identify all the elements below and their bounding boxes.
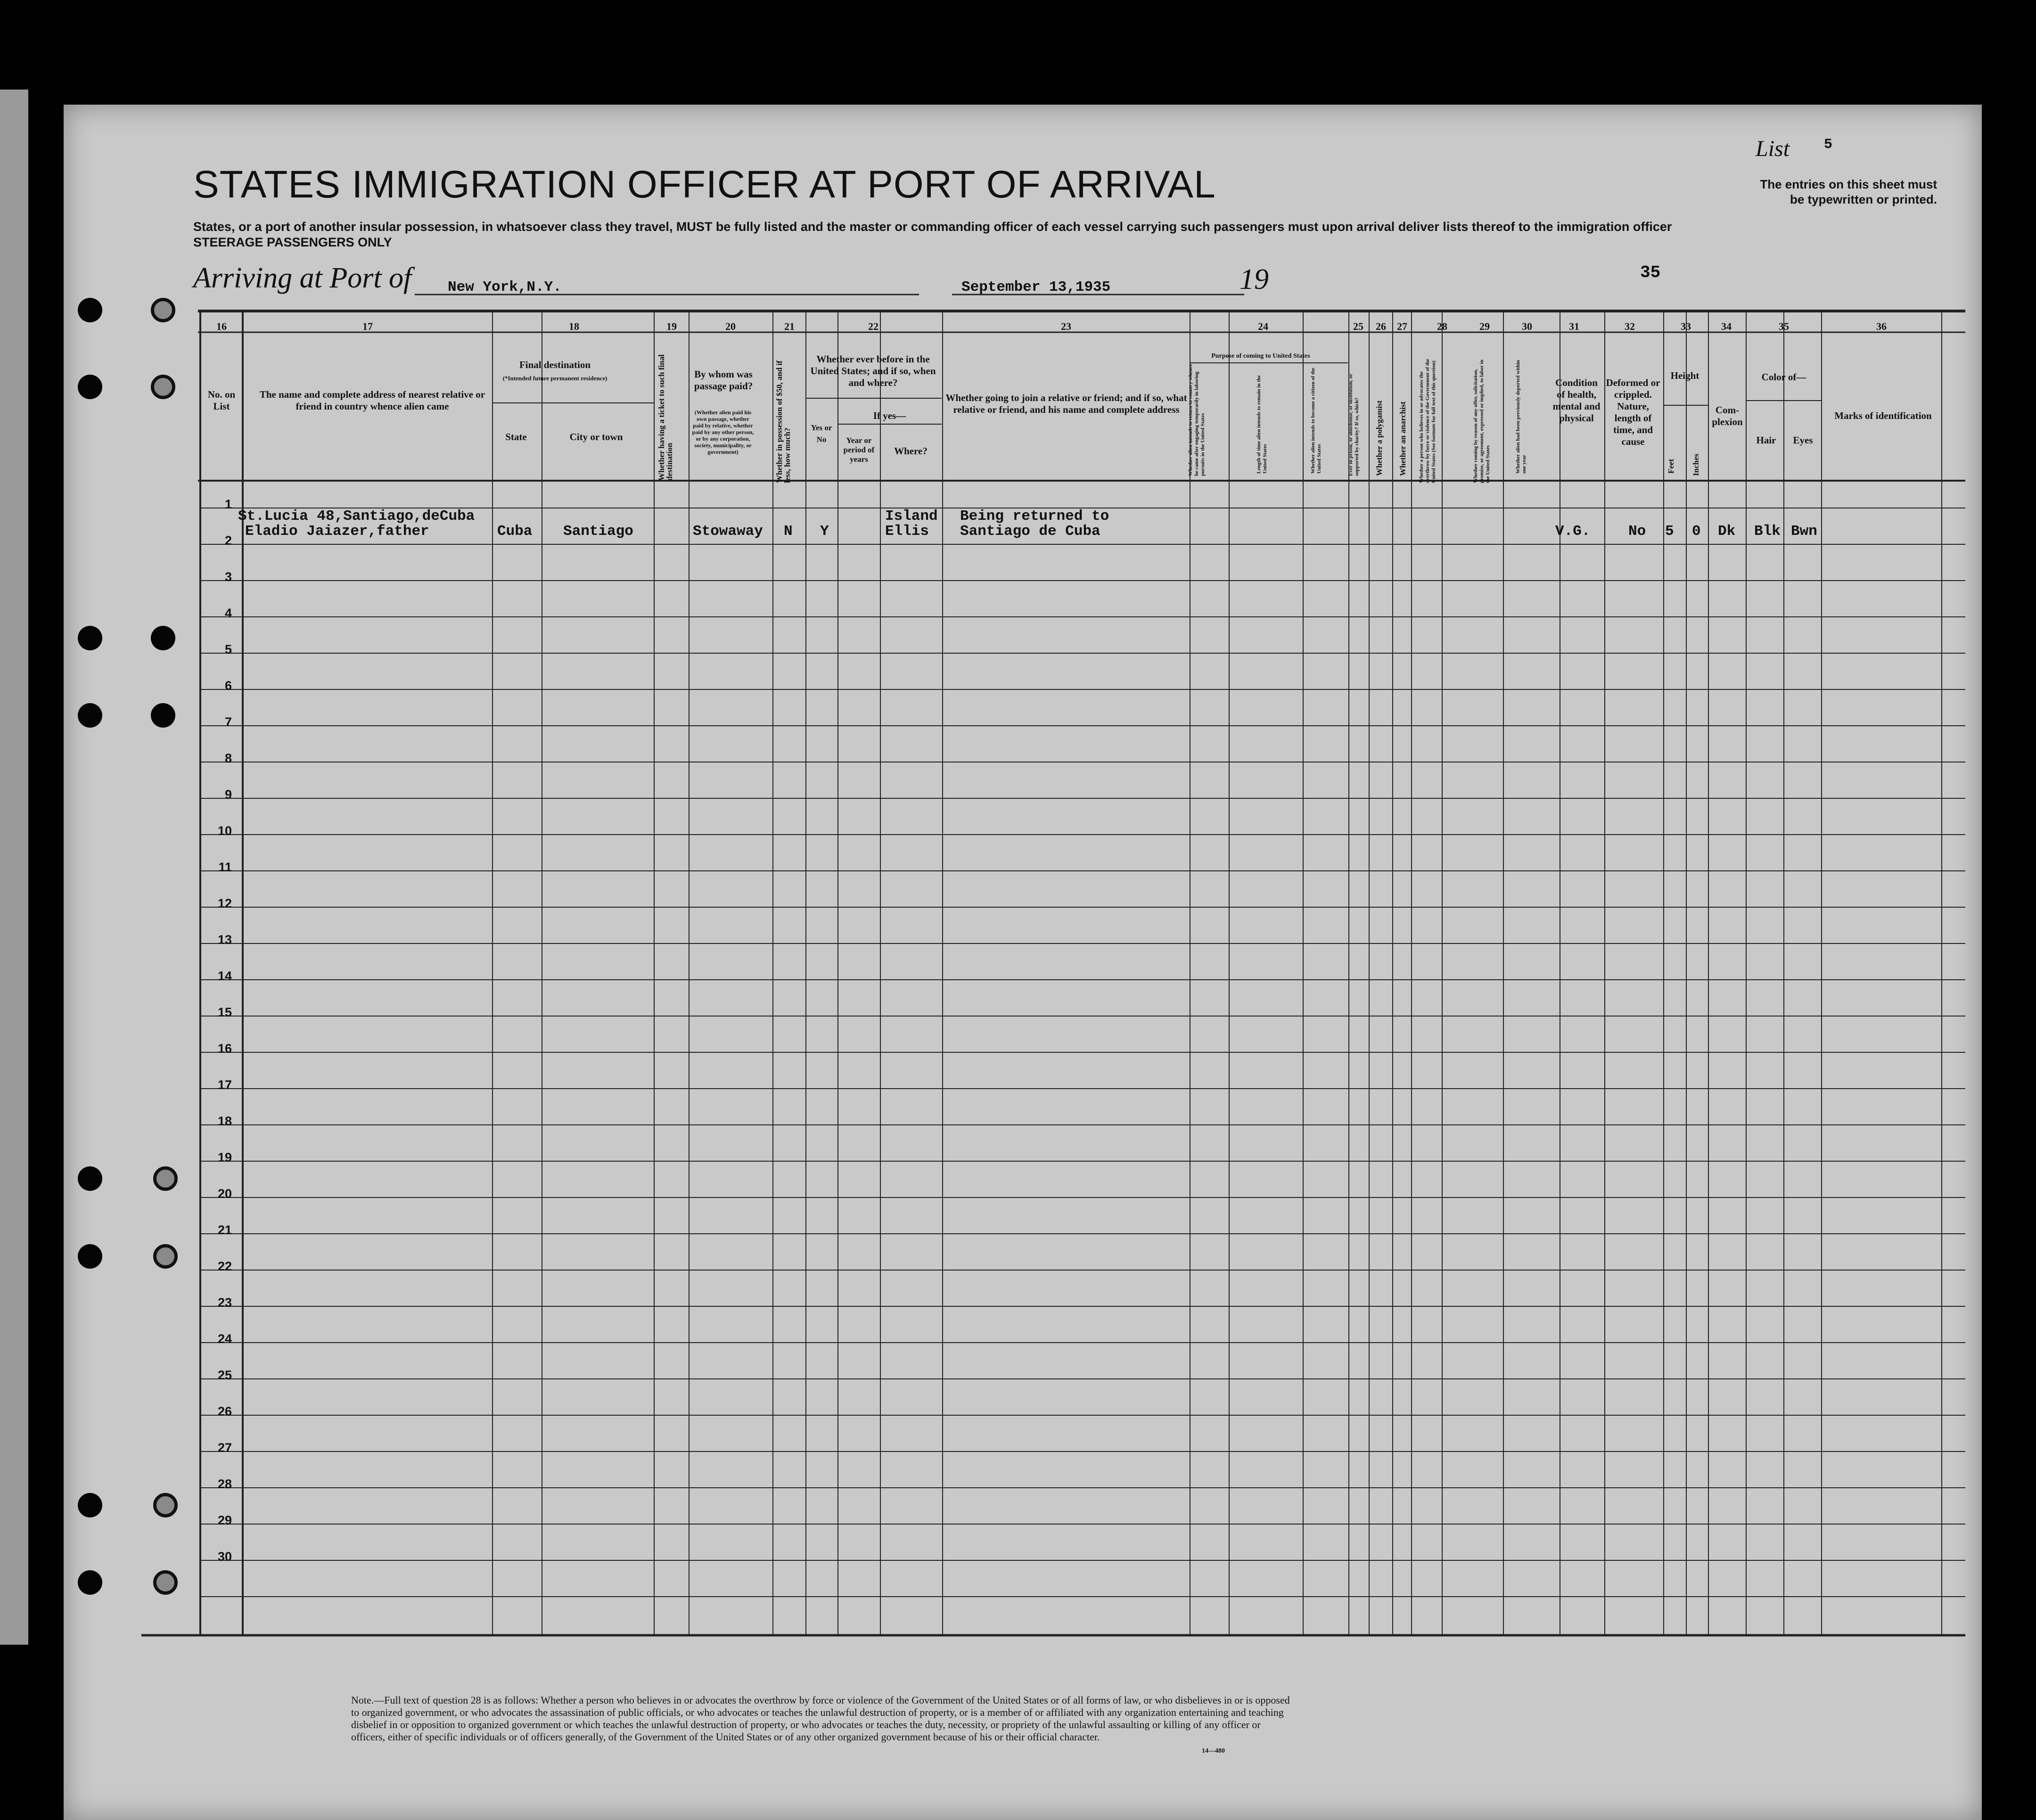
header-c34: Com-plexion: [1712, 404, 1743, 427]
entries-note-line: The entries on this sheet must: [1760, 177, 1937, 191]
column-number: 22: [868, 320, 878, 332]
header-c22-ifyes: If yes—: [873, 410, 906, 421]
list-label: List: [1756, 136, 1790, 161]
header-c22-where: Where?: [894, 445, 928, 457]
row-number: 22: [217, 1259, 232, 1273]
question-28-footnote: Note.—Full text of question 28 is as follows: Whether a person who believes in or advocates the overthrow by force or violence of the Government of the United States or of all forms of law, or who disbelieves in or is opposed to organized government, or who advocates the assassination of public officials, or who advocates or teaches the unlawful destruction of property, or is a member of or affiliated with any organization entertaining and teaching disbelief in or opposition to organized government or which teaches the unlawful destruction of property, or who advocates or teaches the duty, necessity, or propriety of the unlawful assaulting or killing of any officer or officers, either of specific individuals or of officers generally, of the Government of the United States or of any other organized government because of his or their official character.: [351, 1694, 1290, 1743]
fifty-dollars: N: [784, 523, 793, 540]
height-inches: 0: [1692, 523, 1701, 540]
arriving-label: Arriving at Port of: [193, 262, 412, 294]
row-number: 16: [217, 1041, 232, 1056]
row-number: 30: [217, 1549, 232, 1564]
row-number: 23: [217, 1295, 232, 1310]
column-number: 16: [216, 320, 227, 332]
header-c24-group: Purpose of coming to United States: [1211, 353, 1310, 360]
passage-paid-by: Stowaway: [693, 523, 763, 540]
eye-color: Bwn: [1791, 523, 1817, 540]
column-number: 31: [1569, 320, 1579, 332]
header-c27: Whether an anarchist: [1398, 401, 1407, 476]
header-c28: Whether a person who believes in or advocates the overthrow by force or violence of the Government of the United States (See footnote for full text of this question): [1419, 359, 1437, 483]
header-c29: Whether coming by reason of any offer, solicitation, promise, or agreement, expressed or implied, to labor in the United States: [1473, 360, 1491, 483]
column-number: 29: [1479, 320, 1490, 332]
row-number: 25: [217, 1368, 232, 1382]
header-c24-a: Whether alien intends to return to country whence he came after engaging temporarily in laboring pursuits in the United States: [1188, 364, 1206, 476]
row-number: 15: [217, 1005, 232, 1019]
header-c18-state: State: [505, 431, 527, 443]
form-number: 14—480: [1202, 1747, 1225, 1754]
where-line-2: Ellis: [885, 523, 929, 540]
row-number: 20: [217, 1187, 232, 1201]
column-number: 23: [1061, 320, 1071, 332]
port-value: New York,N.Y.: [448, 279, 562, 295]
header-c18-group: Final destination: [519, 359, 591, 370]
column-number: 19: [666, 320, 677, 332]
row-number: 24: [217, 1332, 232, 1346]
header-c22-title: Whether ever before in the United States; and if so, when and where?: [810, 353, 936, 388]
column-number: 30: [1522, 320, 1532, 332]
row-number: 5: [224, 642, 232, 656]
header-c24-c: Whether alien intends to become a citizen of the United States: [1310, 368, 1322, 474]
row-number: 3: [224, 570, 232, 584]
column-number: 27: [1397, 320, 1407, 332]
column-number: 20: [725, 320, 736, 332]
row-number: 21: [217, 1223, 232, 1237]
destination-city: Santiago: [563, 523, 633, 540]
row-number: 26: [217, 1404, 232, 1418]
relative-name: Eladio Jaiazer,father: [245, 523, 429, 540]
relative-address: St.Lucia 48,Santiago,deCuba: [238, 508, 475, 525]
header-c20-note: (Whether alien paid his own passage, whether paid by relative, whether paid by any other person, or by any corporation, society, municipality, or government): [692, 409, 754, 455]
column-number: 25: [1353, 320, 1363, 332]
header-c35-eyes: Eyes: [1793, 435, 1813, 446]
row-number: 7: [224, 715, 232, 729]
column-number: 35: [1779, 320, 1789, 332]
header-c17: The name and complete address of nearest relative or friend in country whence alien came: [259, 389, 485, 412]
header-c30: Whether alien had been previously deported within one year: [1515, 360, 1527, 474]
header-c33-group: Height: [1670, 370, 1699, 381]
header-c18-note: (*Intended future permanent residence): [502, 375, 608, 382]
where-line-1: Island: [885, 508, 938, 525]
header-c31: Condition of health, mental and physical: [1552, 377, 1601, 424]
before-in-us: Y: [820, 523, 829, 540]
complexion: Dk: [1718, 523, 1736, 540]
column-number: 26: [1376, 320, 1386, 332]
row-number: 28: [217, 1477, 232, 1491]
header-c32: Deformed or crippled. Nature, length of time, and cause: [1606, 377, 1660, 447]
row-number: 13: [217, 933, 232, 947]
list-number: 5: [1824, 137, 1833, 153]
header-c21: Whether in possession of $50, and if less, how much?: [775, 361, 792, 483]
header-c26: Whether a polygamist: [1375, 400, 1384, 476]
health: V.G.: [1555, 523, 1591, 540]
row-number: 4: [224, 606, 232, 620]
column-number: 33: [1681, 320, 1691, 332]
row-number: 9: [224, 787, 232, 802]
instructions-line: States, or a port of another insular possession, in whatsoever class they travel, MUST be fully listed and the master or commanding officer of each vessel carrying such passengers must upon arrival deliver lists thereof to the immigration officer: [193, 220, 1672, 234]
header-c19: Whether having a ticket to such final destination: [657, 354, 674, 481]
row-number: 17: [217, 1078, 232, 1092]
row-number: 27: [217, 1441, 232, 1455]
row-number: 10: [217, 824, 232, 838]
row-number: 14: [217, 969, 232, 983]
column-number: 34: [1721, 320, 1732, 332]
row-number: 18: [217, 1114, 232, 1128]
header-c24-b: Length of time alien intends to remain in the United States: [1256, 375, 1268, 474]
row-number: 11: [218, 860, 232, 874]
joining-line-1: Being returned to: [960, 508, 1109, 525]
joining-line-2: Santiago de Cuba: [960, 523, 1100, 540]
header-c18-city: City or town: [569, 431, 623, 443]
column-number: 36: [1876, 320, 1887, 332]
deformed: No: [1628, 523, 1646, 540]
row-number: 19: [217, 1150, 232, 1164]
row-number: 1: [224, 497, 232, 511]
header-c16: No. on List: [207, 389, 236, 412]
header-c35-group: Color of—: [1761, 371, 1806, 383]
column-number: 28: [1437, 320, 1447, 332]
hair-color: Blk: [1754, 523, 1781, 540]
height-feet: 5: [1665, 523, 1674, 540]
row-number: 29: [217, 1513, 232, 1527]
column-number: 32: [1625, 320, 1635, 332]
header-c23: Whether going to join a relative or friend; and if so, what relative or friend, and his name and complete address: [945, 392, 1187, 415]
destination-state: Cuba: [497, 523, 533, 540]
column-number: 21: [784, 320, 795, 332]
year-mark: 35: [1640, 263, 1661, 282]
column-number: 17: [362, 320, 373, 332]
column-number: 18: [569, 320, 579, 332]
header-c36: Marks of identification: [1834, 410, 1932, 421]
header-c33-inches: Inches: [1691, 453, 1700, 476]
header-c35-hair: Hair: [1756, 435, 1776, 446]
header-c25: Ever in prison, or almshouse, or institution, or supported by charity? If so, which?: [1348, 374, 1360, 476]
header-c33-feet: Feet: [1667, 459, 1675, 474]
row-number: 2: [224, 533, 232, 548]
form-title: STATES IMMIGRATION OFFICER AT PORT OF ARRIVAL: [193, 163, 1216, 206]
header-c22-year: Year or period of years: [843, 436, 875, 464]
column-number: 24: [1258, 320, 1268, 332]
row-number: 6: [224, 679, 232, 693]
row-number: 8: [224, 751, 232, 765]
header-c20-title: By whom was passage paid?: [694, 369, 753, 392]
steerage-label: STEERAGE PASSENGERS ONLY: [193, 235, 392, 249]
entries-note-line: be typewritten or printed.: [1790, 192, 1937, 206]
date-value: September 13,1935: [961, 279, 1111, 295]
row-number: 12: [217, 896, 232, 910]
header-c22-yesno: Yes or No: [811, 423, 832, 444]
year-prefix: 19: [1240, 263, 1269, 295]
